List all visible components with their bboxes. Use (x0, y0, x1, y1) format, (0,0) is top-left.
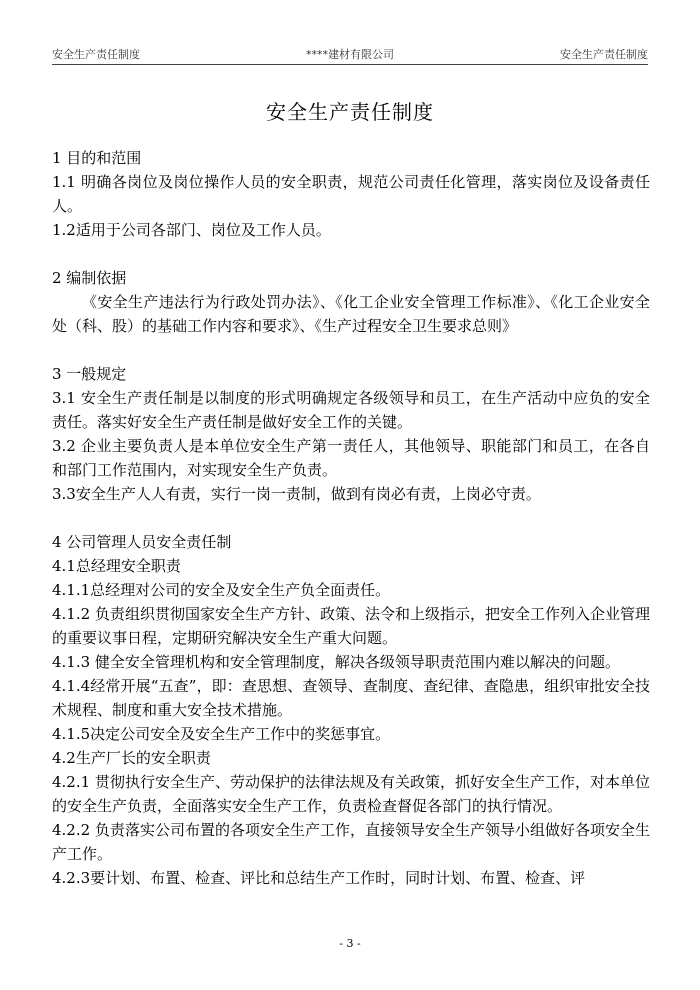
subsection-heading: 4.1总经理安全职责 (52, 557, 181, 575)
blank-line (52, 242, 650, 266)
paragraph: 4.1.5决定公司安全及安全生产工作中的奖惩事宜。 (52, 725, 391, 743)
header-company-name: ****建材有限公司 (306, 48, 394, 61)
blank-line (52, 338, 650, 362)
header-right-text: 安全生产责任制度 (560, 48, 648, 61)
paragraph: 1.1 明确各岗位及岗位操作人员的安全职责，规范公司责任化管理，落实岗位及设备责任人。 (52, 173, 650, 215)
section-heading: 4 公司管理人员安全责任制 (52, 533, 232, 551)
paragraph: 3.2 企业主要负责人是本单位安全生产第一责任人，其他领导、职能部门和员工，在各自和部门工作范围内，对实现安全生产负责。 (52, 437, 650, 479)
paragraph: 《安全生产违法行为行政处罚办法》、《化工企业安全管理工作标准》、《化工企业安全处（科、股）的基础工作内容和要求》、《生产过程安全卫生要求总则》 (52, 293, 650, 335)
section-heading: 2 编制依据 (52, 269, 127, 287)
subsection-heading: 4.2生产厂长的安全职责 (52, 749, 211, 767)
header-divider (52, 64, 648, 65)
header-left-text: 安全生产责任制度 (52, 48, 140, 61)
page-header (52, 46, 648, 66)
paragraph: 3.1 安全生产责任制是以制度的形式明确规定各级领导和员工，在生产活动中应负的安全责任。落实好安全生产责任制是做好安全工作的关键。 (52, 389, 650, 431)
paragraph: 4.2.3要计划、布置、检查、评比和总结生产工作时，同时计划、布置、检查、评 (52, 869, 586, 887)
paragraph: 4.2.1 贯彻执行安全生产、劳动保护的法律法规及有关政策，抓好安全生产工作，对本单位的安全生产负责，全面落实安全生产工作，负责检查督促各部门的执行情况。 (52, 773, 650, 815)
paragraph: 3.3安全生产人人有责，实行一岗一责制，做到有岗必有责，上岗必守责。 (52, 485, 541, 503)
blank-line (52, 506, 650, 530)
paragraph: 4.2.2 负责落实公司布置的各项安全生产工作，直接领导安全生产领导小组做好各项安全生产工作。 (52, 821, 650, 863)
paragraph: 1.2适用于公司各部门、岗位及工作人员。 (52, 221, 331, 239)
paragraph: 4.1.1总经理对公司的安全及安全生产负全面责任。 (52, 581, 391, 599)
section-heading: 1 目的和范围 (52, 149, 142, 167)
section-heading: 3 一般规定 (52, 365, 127, 383)
paragraph: 4.1.2 负责组织贯彻国家安全生产方针、政策、法令和上级指示，把安全工作列入企业管理的重要议事日程，定期研究解决安全生产重大问题。 (52, 605, 650, 647)
page-number: - 3 - (339, 937, 361, 950)
document-title: 安全生产责任制度 (266, 100, 434, 124)
paragraph: 4.1.3 健全安全管理机构和安全管理制度，解决各级领导职责范围内难以解决的问题。 (52, 653, 620, 671)
document-body (52, 146, 650, 890)
paragraph: 4.1.4经常开展“五查”，即：查思想、查领导、查制度、查纪律、查隐患，组织审批安全技术规程、制度和重大安全技术措施。 (52, 677, 650, 719)
